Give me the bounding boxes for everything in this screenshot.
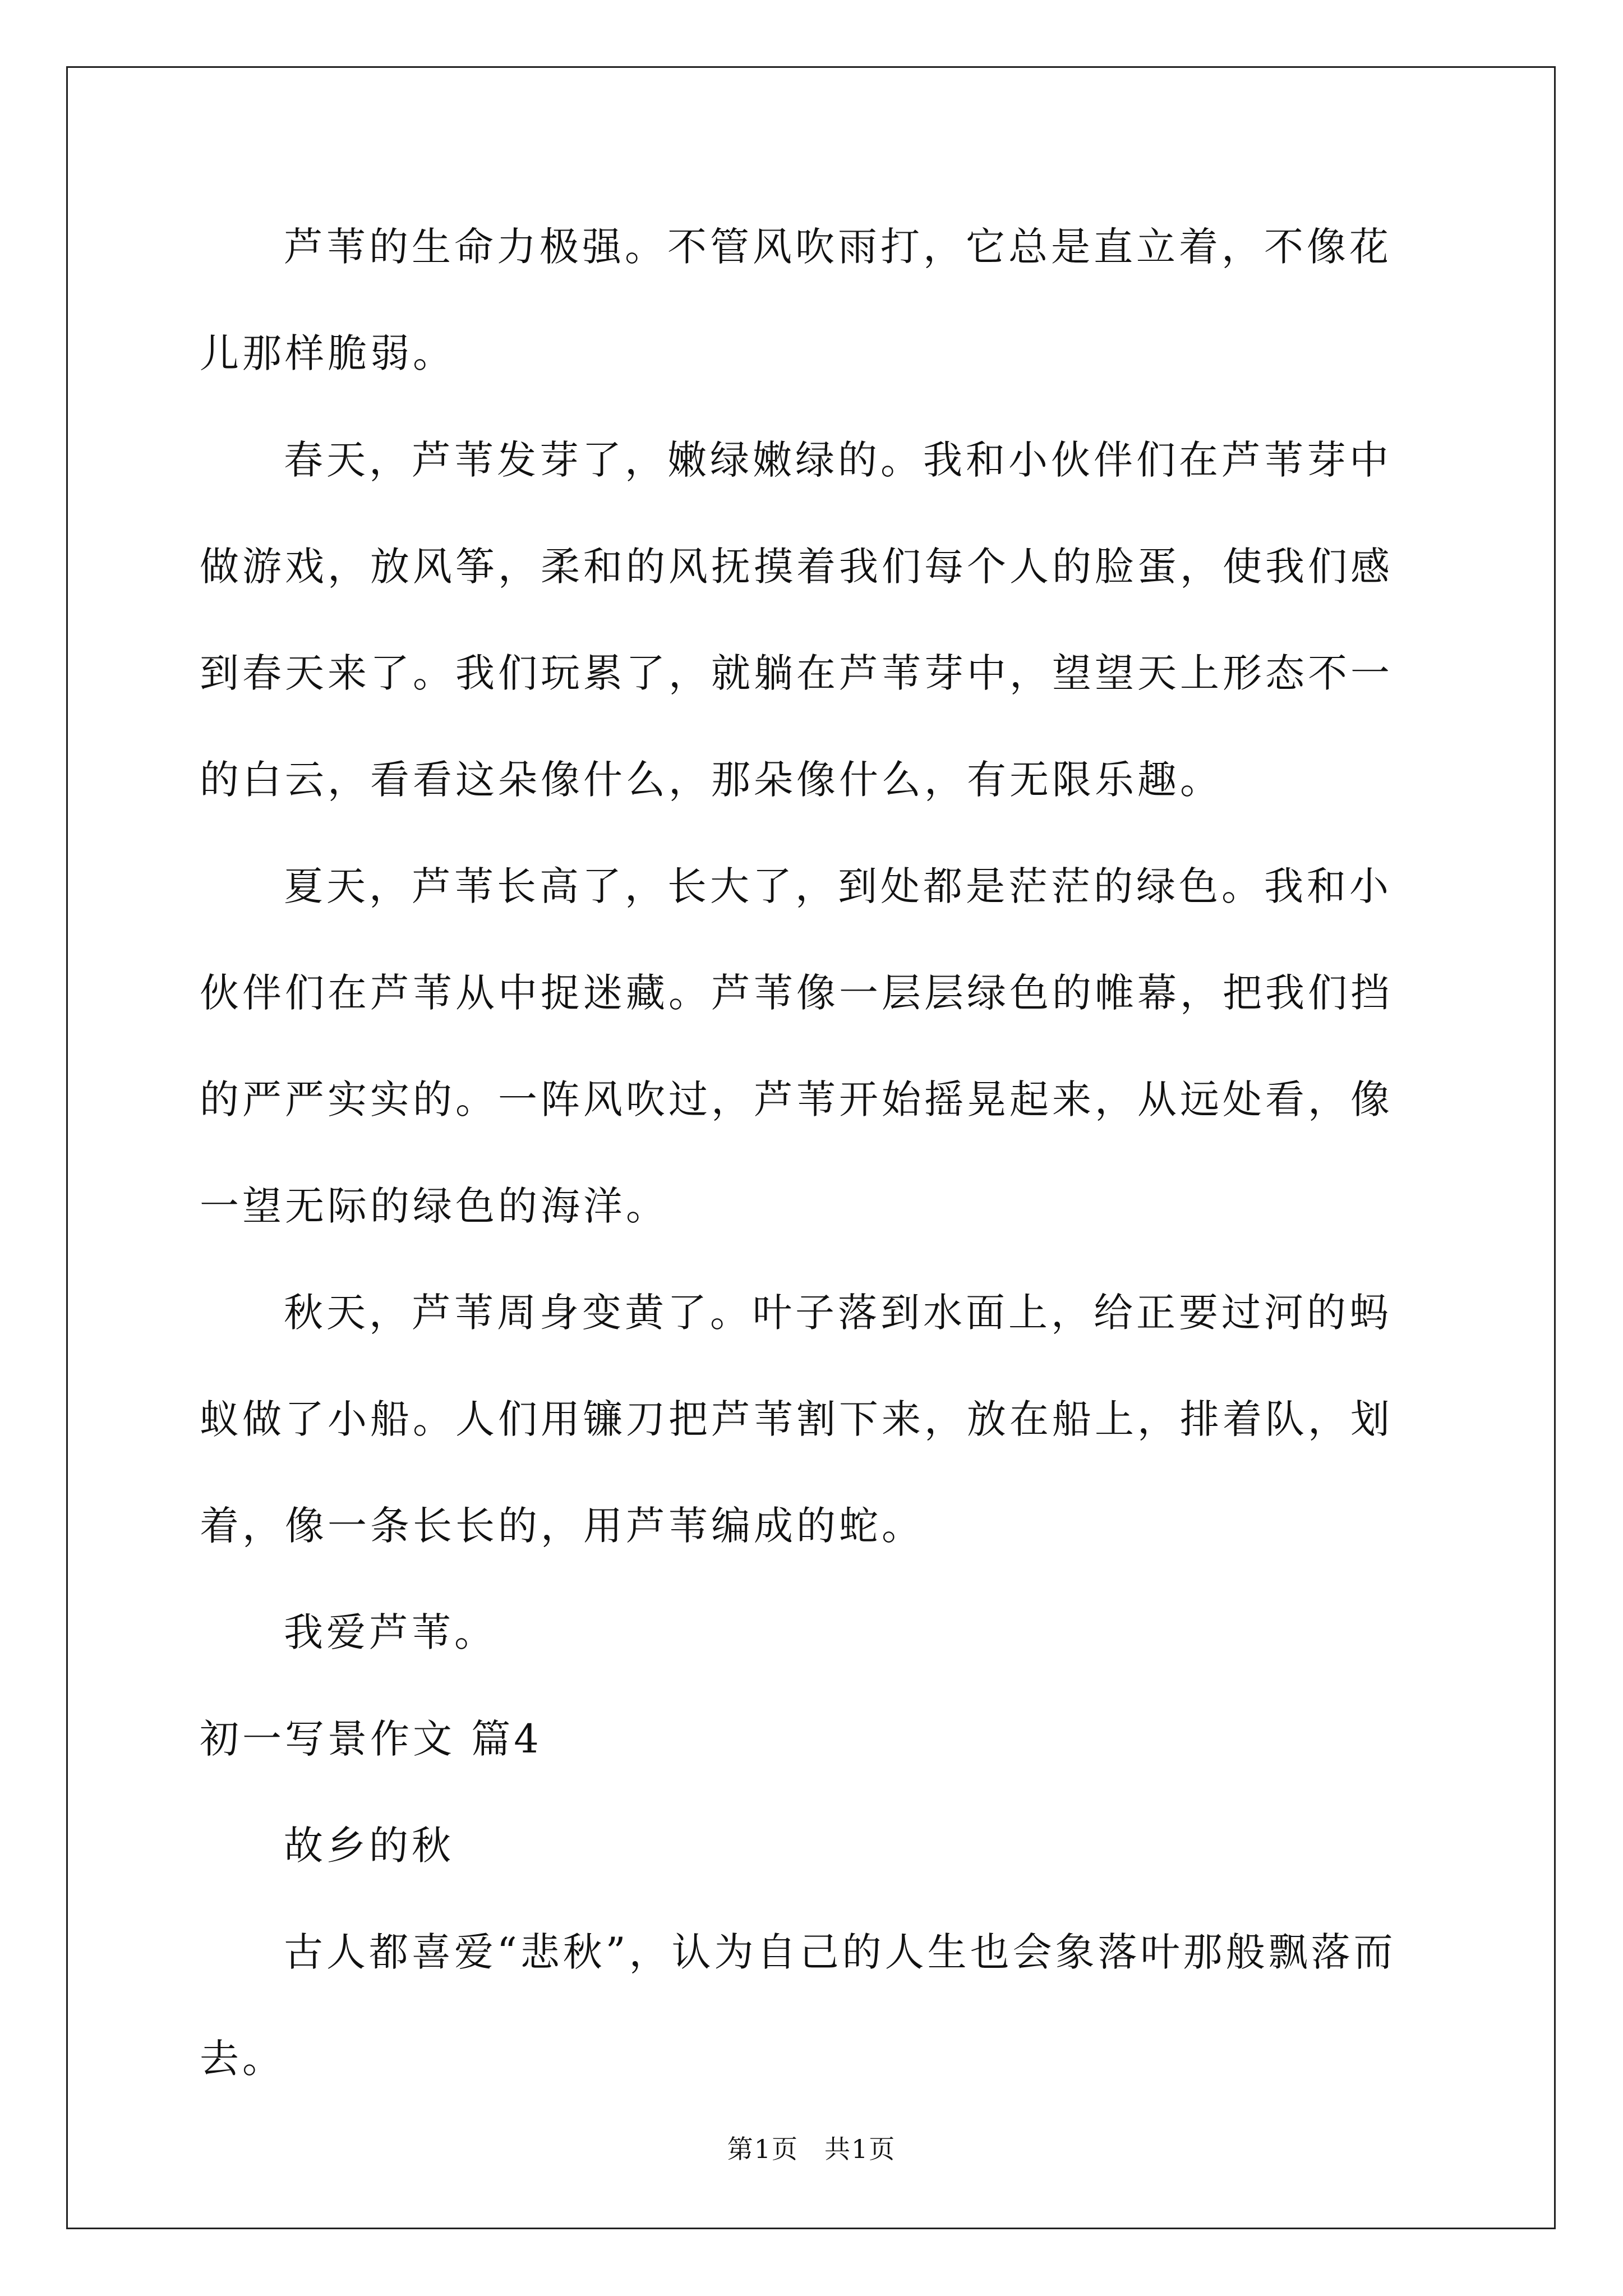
paragraph-ancient-autumn: 古人都喜爱“悲秋”，认为自己的人生也会象落叶那般飘落而去。 [200,1929,1396,2082]
paragraph-spring: 春天，芦苇发芽了，嫩绿嫩绿的。我和小伙伴们在芦苇芽中做游戏，放风筝，柔和的风抚摸着我们每个人的脸蛋，使我们感到春天来了。我们玩累了，就躺在芦苇芽中，望望天上形态不一的白云，看看这朵像什么，那朵像什么，有无限乐趣。 [200,437,1393,803]
paragraph-summer: 夏天，芦苇长高了，长大了，到处都是茫茫的绿色。我和小伙伴们在芦苇从中捉迷藏。芦苇像一层层绿色的帷幕，把我们挡的严严实实的。一阵风吹过，芦苇开始摇晃起来，从远处看，像一望无际的绿色的海洋。 [200,863,1393,1229]
paragraph-love-reed: 我爱芦苇。 [284,1609,497,1655]
document-body [200,194,1422,2112]
paragraph-autumn: 秋天，芦苇周身变黄了。叶子落到水面上，给正要过河的蚂蚁做了小船。人们用镰刀把芦苇割下来，放在船上，排着队，划着，像一条长长的，用芦苇编成的蛇。 [200,1290,1393,1549]
essay-title: 故乡的秋 [284,1823,454,1869]
section-heading: 初一写景作文 篇4 [200,1716,542,1762]
paragraph-reed-vitality: 芦苇的生命力极强。不管风吹雨打，它总是直立着，不像花儿那样脆弱。 [200,224,1392,376]
page-footer [0,2129,1623,2166]
page-number-current: 第1页 [727,2134,799,2164]
page-number-total: 共1页 [824,2134,896,2164]
